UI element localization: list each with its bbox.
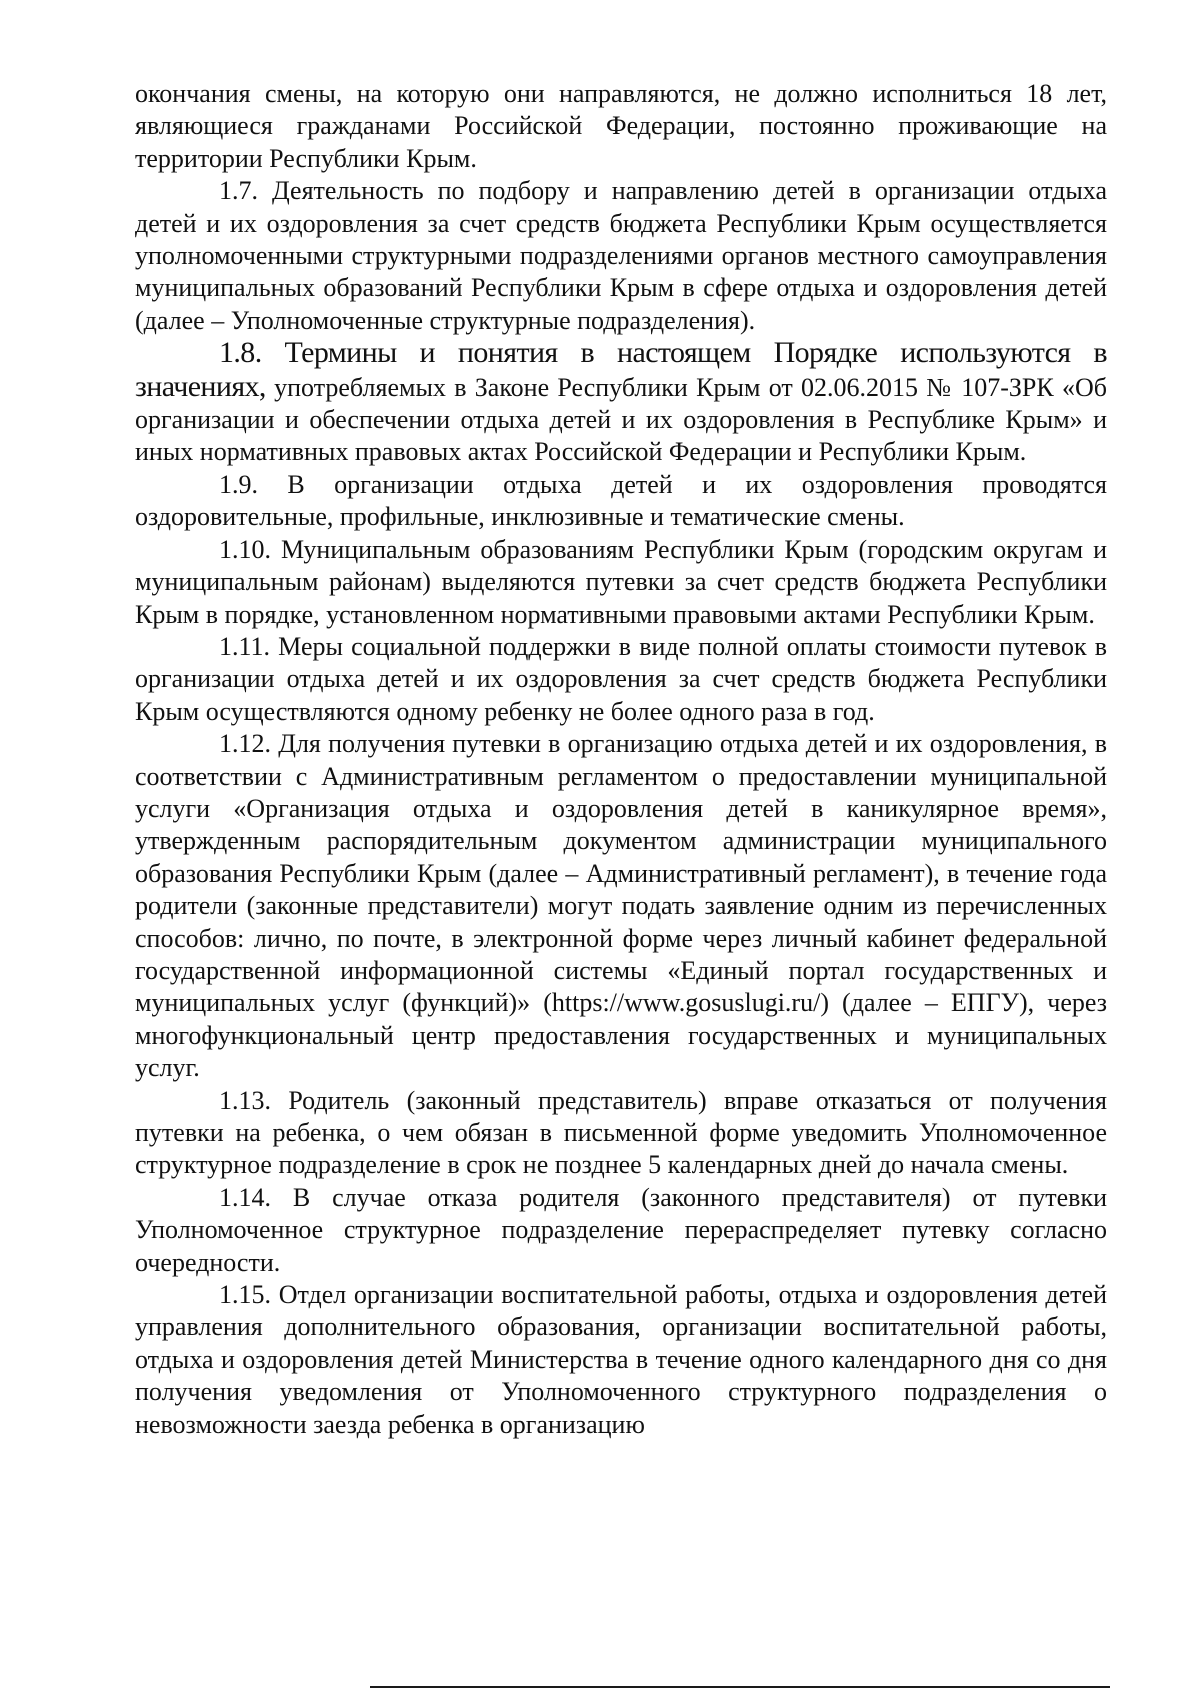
paragraph-text: 1.12. Для получения путевки в организацию отдыха детей и их оздоровления, в соответствии с Административным регламентом о предоставлении муниципальной услуги «Организация отдыха и оздоровления детей в каникулярное время», утвержденным распорядительным документом администрации муниципального образования Республики Крым (далее – Административный регламент), в течение года родители (законные представители) могут подать заявление одним из перечисленных способов: лично, по почте, в электронной форме через личный кабинет федеральной государственной информационной системы «Единый портал государственных и муниципальных услуг (функций)» (https://www.gosuslugi.ru/) (далее – ЕПГУ), через многофункциональный центр предоставления государственных и муниципальных услуг. [135, 729, 1107, 1083]
paragraph-text: 1.11. Меры социальной поддержки в виде полной оплаты стоимости путевок в организации отдыха детей и их оздоровления за счет средств бюджета Республики Крым осуществляются одному ребенку не более одного раза в год. [135, 631, 1107, 726]
paragraph-text: окончания смены, на которую они направляются, не должно исполниться 18 лет, являющиеся гражданами Российской Федерации, постоянно проживающие на территории Республики Крым. [135, 79, 1107, 173]
paragraph-text: 1.9. В организации отдыха детей и их оздоровления проводятся оздоровительные, профильные, инклюзивные и тематические смены. [135, 469, 1107, 532]
paragraph-text: 1.10. Муниципальным образованиям Республики Крым (городским округам и муниципальным районам) выделяются путевки за счет средств бюджета Республики Крым в порядке, установленном нормативными правовыми актами Республики Крым. [135, 534, 1107, 629]
paragraph-text: употребляемых в Законе Республики Крым от 02.06.2015 № 107-ЗРК «Об организации и обеспечении отдыха детей и их оздоровления в Республике Крым» и иных нормативных правовых актах Российской Федерации и Республики Крым. [135, 372, 1107, 467]
paragraph-continuation [135, 78, 1107, 175]
paragraph-1-11 [135, 631, 1107, 728]
paragraph-text: 1.15. Отдел организации воспитательной работы, отдыха и оздоровления детей управления дополнительного образования, организации воспитательной работы, отдыха и оздоровления детей Министерства в течение одного календарного дня со дня получения уведомления от Уполномоченного структурного подразделения о невозможности заезда ребенка в организацию [135, 1280, 1107, 1439]
paragraph-1-7 [135, 175, 1107, 337]
paragraph-1-15 [135, 1279, 1107, 1441]
paragraph-1-12 [135, 728, 1107, 1084]
paragraph-1-13 [135, 1085, 1107, 1182]
footer-rule [370, 1686, 1110, 1688]
paragraph-text: 1.7. Деятельность по подбору и направлению детей в организации отдыха детей и их оздоровления за счет средств бюджета Республики Крым осуществляется уполномоченными структурными подразделениями органов местного самоуправления муниципальных образований Республики Крым в сфере отдыха и оздоровления детей (далее – Уполномоченные структурные подразделения). [135, 176, 1107, 335]
paragraph-1-14 [135, 1182, 1107, 1279]
paragraph-lead-text: 1.8. Термины и понятия в настоящем Порядке используются в значениях, [135, 336, 1107, 403]
paragraph-1-8 [135, 337, 1107, 469]
paragraph-text: 1.14. В случае отказа родителя (законного представителя) от путевки Уполномоченное структурное подразделение перераспределяет путевку согласно очередности. [135, 1182, 1107, 1277]
paragraph-1-9 [135, 469, 1107, 534]
paragraph-text: 1.13. Родитель (законный представитель) вправе отказаться от получения путевки на ребенка, о чем обязан в письменной форме уведомить Уполномоченное структурное подразделение в срок не позднее 5 календарных дней до начала смены. [135, 1085, 1107, 1180]
document-body [135, 78, 1107, 1441]
paragraph-1-10 [135, 534, 1107, 631]
